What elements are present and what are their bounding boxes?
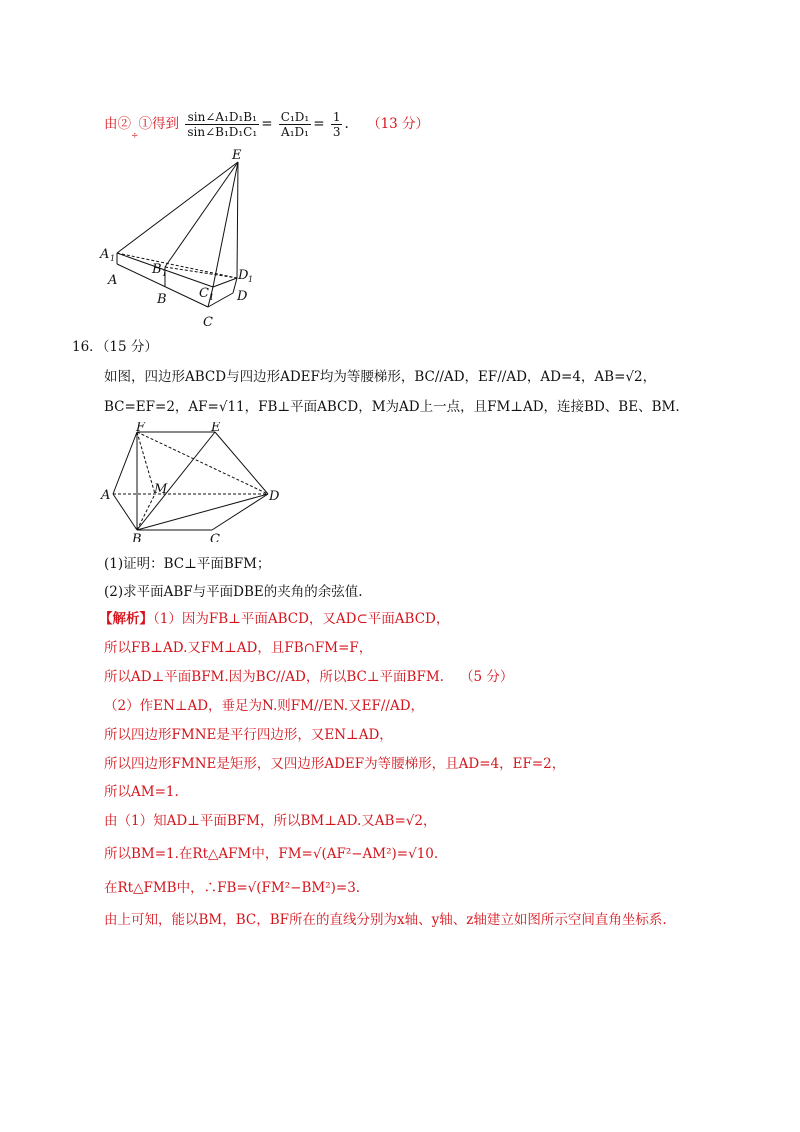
fig1-label-e: E — [232, 148, 242, 163]
solution-line-2: 所以FB⊥AD.又FM⊥AD，且FB∩FM=F， — [104, 640, 373, 656]
fig1-sub-a1: 1 — [110, 254, 116, 263]
equals-sign-2: = — [313, 116, 325, 132]
figure-trapezoids — [100, 422, 300, 542]
fraction-side-num: C₁D₁ — [280, 110, 310, 124]
solution-line-9: 所以BM=1.在Rt△AFM中，FM=√(AF²−AM²)=√10. — [104, 846, 439, 862]
figure-prism — [95, 145, 295, 335]
solution-line-11: 由上可知，能以BM，BC，BF所在的直线分别为x轴、y轴、z轴建立如图所示空间直角坐标系. — [104, 912, 667, 928]
solution-line-10: 在Rt△FMB中，∴FB=√(FM²−BM²)=3. — [104, 880, 361, 896]
fig2-label-f: F — [136, 422, 146, 435]
fig1-sub-d1: 1 — [248, 275, 254, 284]
fig1-sub-c1: 1 — [209, 293, 215, 302]
solution-line-1-text: （1）因为FB⊥平面ABCD，又AD⊂平面ABCD， — [153, 611, 450, 627]
top-tail: . — [344, 116, 349, 132]
solution-line-4: （2）作EN⊥AD，垂足为N.则FM//EN.又EF//AD， — [104, 698, 425, 714]
equals-sign-1: = — [261, 116, 273, 132]
fig2-label-d: D — [269, 489, 280, 504]
top-mark: ÷ — [131, 131, 139, 141]
solution-tag: 【解析】 — [99, 611, 153, 627]
solution-line-3-text: 所以AD⊥平面BFM.因为BC//AD，所以BC⊥平面BFM. — [104, 669, 444, 685]
fig2-label-b: B — [132, 532, 142, 542]
fraction-one-num: 1 — [332, 110, 341, 124]
fig1-label-a: A — [108, 273, 118, 288]
solution-line-1 — [99, 610, 449, 628]
fig1-label-c: C — [203, 315, 213, 330]
top-score: （13 分） — [367, 116, 430, 132]
problem-number: 16．（15 分） — [72, 339, 158, 355]
solution-line-8: 由（1）知AD⊥平面BFM，所以BM⊥AD.又AB=√2， — [104, 813, 437, 829]
fraction-one-third — [331, 110, 343, 139]
fig2-label-e: E — [211, 422, 221, 435]
fig2-label-a: A — [101, 488, 111, 503]
fig2-label-c: C — [210, 532, 220, 542]
solution-line-5: 所以四边形FMNE是平行四边形，又EN⊥AD， — [104, 727, 393, 743]
question-2: (2)求平面ABF与平面DBE的夹角的余弦值. — [104, 584, 363, 600]
fig1-label-a1: A — [100, 247, 110, 262]
top-prefix: 由② — [104, 116, 131, 132]
solution-line-6: 所以四边形FMNE是矩形，又四边形ADEF为等腰梯形，且AD=4，EF=2， — [104, 756, 566, 772]
fig1-sub-b1: 1 — [162, 269, 168, 278]
top-middle: ①得到 — [138, 116, 180, 132]
fig1-label-d1: D — [238, 268, 249, 283]
fig1-label-d: D — [237, 289, 248, 304]
solution-line-3 — [104, 668, 513, 686]
problem-text-1: 如图，四边形ABCD与四边形ADEF均为等腰梯形，BC//AD，EF//AD，AD=4，AB=√2， — [104, 369, 657, 385]
fraction-side-ratio — [279, 110, 311, 139]
fig2-label-m: M — [154, 482, 168, 497]
fraction-sine-num: sin∠A₁D₁B₁ — [185, 110, 259, 125]
fraction-side-den: A₁D₁ — [281, 125, 309, 139]
fig1-label-c1: C — [199, 286, 209, 301]
question-1: (1)证明：BC⊥平面BFM； — [104, 556, 271, 572]
fig1-label-b: B — [157, 292, 167, 307]
fraction-sine-ratio — [185, 110, 259, 139]
problem-text-2: BC=EF=2，AF=√11，FB⊥平面ABCD，M为AD上一点，且FM⊥AD，连接BD、BE、BM. — [104, 399, 680, 415]
solution-score-5: （5 分） — [459, 669, 514, 685]
fraction-three-den: 3 — [332, 125, 341, 139]
top-formula-line — [104, 104, 429, 144]
fig1-label-b1: B — [152, 262, 162, 277]
fraction-sine-den: sin∠B₁D₁C₁ — [187, 125, 258, 139]
solution-line-7: 所以AM=1. — [104, 784, 179, 800]
